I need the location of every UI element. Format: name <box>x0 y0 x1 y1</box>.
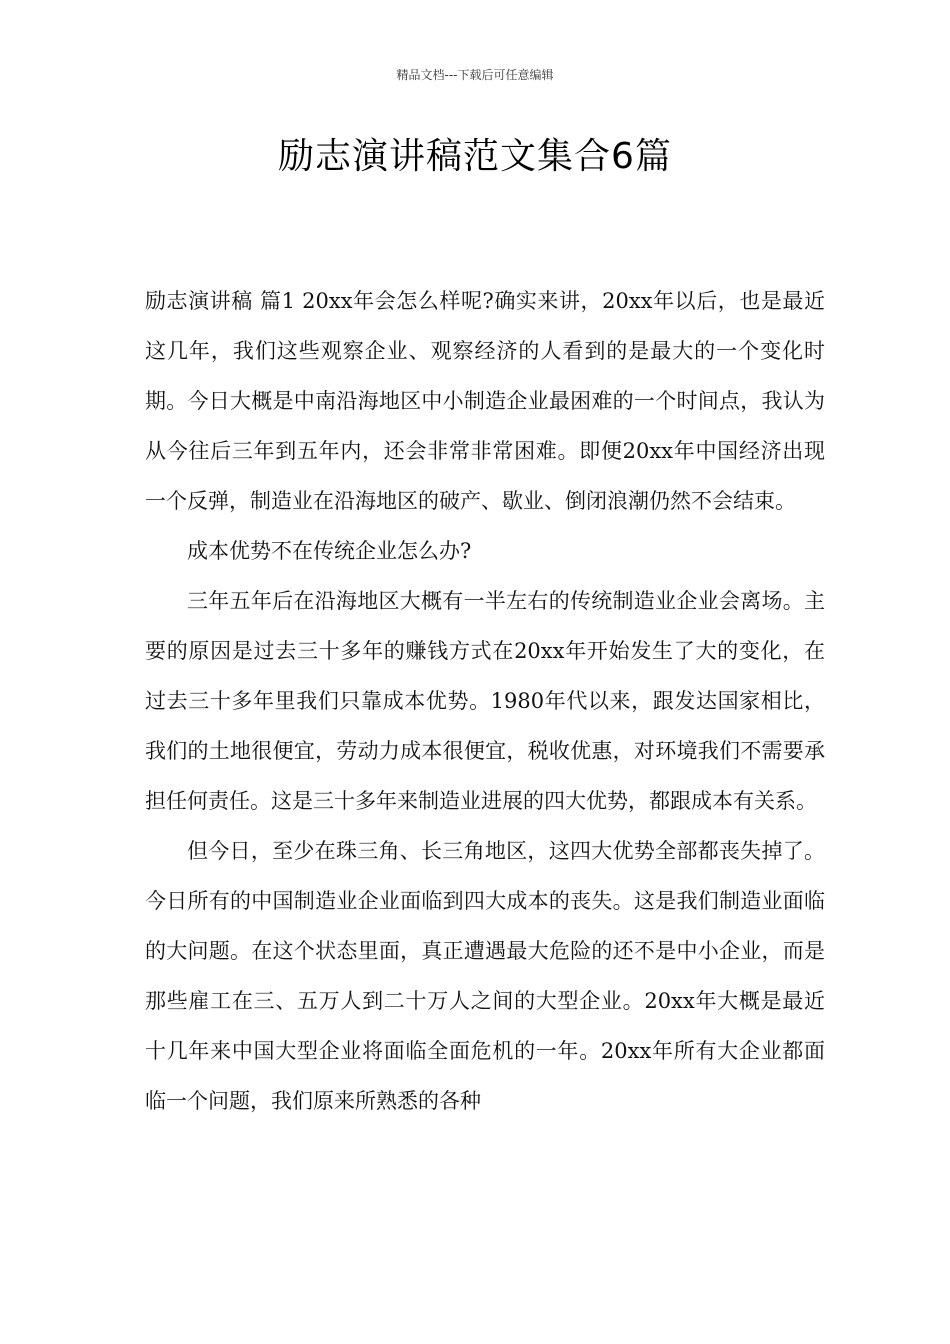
header-note: 精品文档---下载后可任意编辑 <box>396 68 554 82</box>
paragraph-2: 成本优势不在传统企业怎么办? <box>187 539 472 563</box>
document-body <box>145 276 825 1126</box>
paragraph-4: 但今日，至少在珠三角、长三角地区，这四大优势全部都丧失掉了。今日所有的中国制造业企业面临到四大成本的丧失。这是我们制造业面临的大问题。在这个状态里面，真正遭遇最大危险的还不是中小企业，而是那些雇工在三、五万人到二十万人之间的大型企业。20xx年大概是最近十几年来中国大型企业将面临全面危机的一年。20xx年所有大企业都面临一个问题，我们原来所熟悉的各种 <box>145 839 825 1113</box>
paragraph-3: 三年五年后在沿海地区大概有一半左右的传统制造业企业会离场。主要的原因是过去三十多年的赚钱方式在20xx年开始发生了大的变化，在过去三十多年里我们只靠成本优势。1980年代以来，跟发达国家相比，我们的土地很便宜，劳动力成本很便宜，税收优惠，对环境我们不需要承担任何责任。这是三十多年来制造业进展的四大优势，都跟成本有关系。 <box>145 589 825 813</box>
paragraph-1: 励志演讲稿 篇1 20xx年会怎么样呢?确实来讲，20xx年以后，也是最近这几年，我们这些观察企业、观察经济的人看到的是最大的一个变化时期。今日大概是中南沿海地区中小制造企业最困难的一个时间点，我认为从今往后三年到五年内，还会非常非常困难。即便20xx年中国经济出现一个反弹，制造业在沿海地区的破产、歇业、倒闭浪潮仍然不会结束。 <box>145 289 825 513</box>
document-title: 励志演讲稿范文集合6篇 <box>278 136 672 177</box>
